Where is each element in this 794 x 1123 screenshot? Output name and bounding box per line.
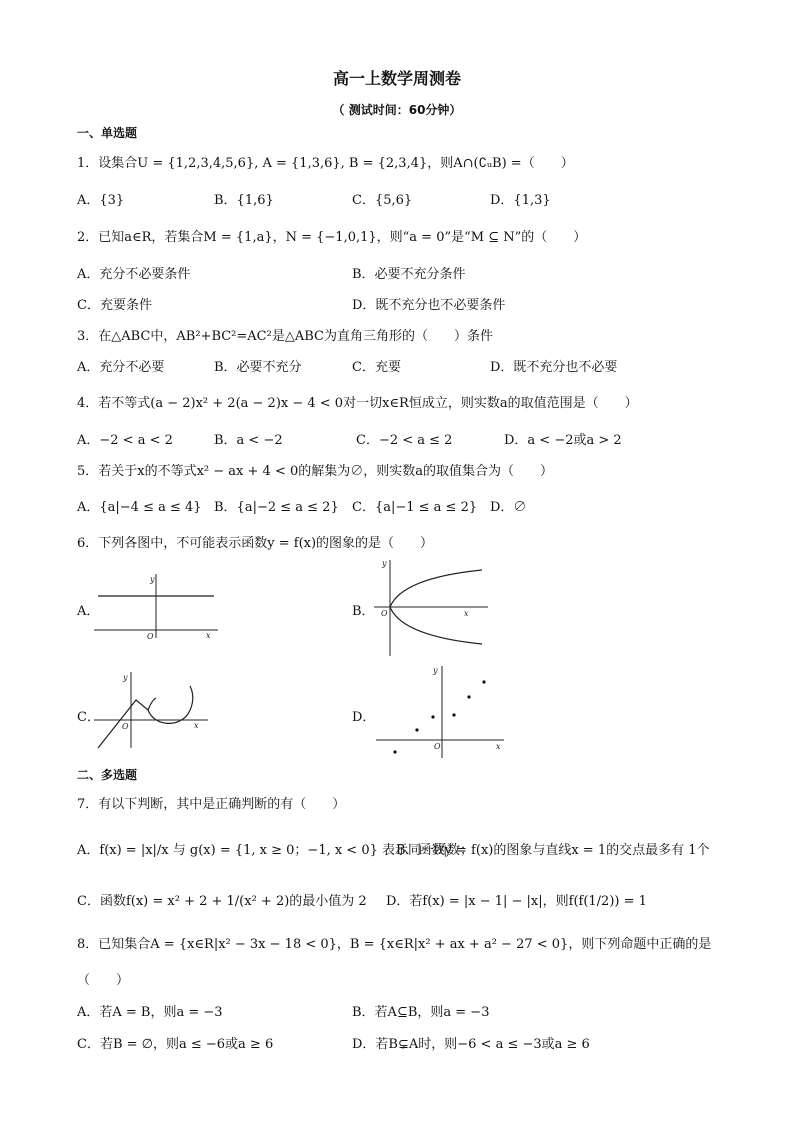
y-axis-label: y <box>382 559 387 568</box>
q6-graph-a <box>94 570 224 642</box>
scatter-point <box>431 715 434 718</box>
q5-option-a: A．{a|−4 ≤ a ≤ 4} <box>77 500 202 515</box>
q6-option-d: D． <box>352 710 376 725</box>
q8-option-a: A．若A = B，则a = −3 <box>77 1005 223 1020</box>
origin-label: O <box>122 722 129 731</box>
x-axis-label: x <box>194 721 199 730</box>
q3-option-a: A．充分不必要 <box>77 360 165 375</box>
parabola-upper <box>390 570 482 607</box>
scatter-point <box>393 750 396 753</box>
q6-stem: 6．下列各图中，不可能表示函数y = f(x)的图象的是（ ） <box>77 536 434 551</box>
scatter-point <box>482 680 485 683</box>
q1-stem: 1．设集合U = {1,2,3,4,5,6}, A = {1,3,6}, B = {2,3,4}，则A∩(∁ᵤB) =（ ） <box>77 156 574 171</box>
scatter-point <box>452 713 455 716</box>
q8-option-b: B．若A⊆B，则a = −3 <box>352 1005 490 1020</box>
q7-option-d: D．若f(x) = |x − 1| − |x|，则f(f(1/2)) = 1 <box>386 894 647 909</box>
y-axis-label: y <box>123 673 128 682</box>
scatter-point <box>415 728 418 731</box>
q1-option-d: D．{1,3} <box>490 193 551 208</box>
q4-option-d: D．a < −2或a > 2 <box>504 433 622 448</box>
q8-option-d: D．若B⊊A时，则−6 < a ≤ −3或a ≥ 6 <box>352 1037 590 1052</box>
q6-graph-b <box>372 558 492 660</box>
q6-option-a: A． <box>77 604 100 619</box>
x-axis-label: x <box>464 609 469 618</box>
q4-option-a: A．−2 < a < 2 <box>77 433 173 448</box>
q2-option-b: B．必要不充分条件 <box>352 267 466 282</box>
x-axis-label: x <box>206 631 211 640</box>
origin-label: O <box>147 632 154 641</box>
q7-option-b: B．函数y = f(x)的图象与直线x = 1的交点最多有 1个 <box>396 843 710 858</box>
q4-option-c: C．−2 < a ≤ 2 <box>356 433 453 448</box>
q7-option-a: A．f(x) = |x|/x 与 g(x) = {1, x ≥ 0；−1, x < 0} 表示同一函数； <box>77 843 474 858</box>
page-title: 高一上数学周测卷 <box>332 69 461 88</box>
q7-stem: 7．有以下判断，其中是正确判断的有（ ） <box>77 797 346 812</box>
q3-option-d: D．既不充分也不必要 <box>490 360 618 375</box>
page-subtitle: （ 测试时间：60分钟） <box>332 103 462 117</box>
scatter-point <box>467 695 470 698</box>
q2-stem: 2．已知a∈R，若集合M = {1,a}，N = {−1,0,1}，则“a = 0”是“M ⊆ N”的（ ） <box>77 230 587 245</box>
x-axis-label: x <box>496 742 501 751</box>
q5-option-c: C．{a|−1 ≤ a ≤ 2} <box>352 500 478 515</box>
q4-option-b: B．a < −2 <box>214 433 283 448</box>
q1-option-b: B．{1,6} <box>214 193 274 208</box>
q3-option-c: C．充要 <box>352 360 401 375</box>
q4-stem: 4．若不等式(a − 2)x² + 2(a − 2)x − 4 < 0对一切x∈R恒成立，则实数a的取值范围是（ ） <box>77 396 638 411</box>
arc-curve <box>148 686 193 723</box>
q2-option-c: C．充要条件 <box>77 298 152 313</box>
q2-option-a: A．充分不必要条件 <box>77 267 191 282</box>
q6-option-b: B． <box>352 604 375 619</box>
origin-label: O <box>434 742 441 751</box>
origin-label: O <box>381 609 388 618</box>
q5-stem: 5．若关于x的不等式x² − ax + 4 < 0的解集为∅，则实数a的取值集合为（ ） <box>77 464 553 479</box>
q5-option-d: D．∅ <box>490 500 527 515</box>
q8-option-c: C．若B = ∅，则a ≤ −6或a ≥ 6 <box>77 1037 274 1052</box>
q6-graph-d <box>374 664 508 760</box>
q3-stem: 3．在△ABC中，AB²+BC²=AC²是△ABC为直角三角形的（ ）条件 <box>77 329 493 344</box>
y-axis-label: y <box>433 666 438 675</box>
section-single-choice: 一、单选题 <box>77 126 138 140</box>
q8-stem: 8．已知集合A = {x∈R|x² − 3x − 18 < 0}，B = {x∈R|x² + ax + a² − 27 < 0}，则下列命题中正确的是 <box>77 937 712 952</box>
y-axis-label: y <box>150 575 155 584</box>
q5-option-b: B．{a|−2 ≤ a ≤ 2} <box>214 500 339 515</box>
q2-option-d: D．既不充分也不必要条件 <box>352 298 506 313</box>
q6-option-c: C． <box>77 710 100 725</box>
q8-answer-paren: （ ） <box>77 973 130 988</box>
q6-graph-c <box>92 670 212 752</box>
section-multi-choice: 二、多选题 <box>77 768 138 782</box>
q1-option-c: C．{5,6} <box>352 193 413 208</box>
q3-option-b: B．必要不充分 <box>214 360 302 375</box>
q7-option-c: C．函数f(x) = x² + 2 + 1/(x² + 2)的最小值为 2 <box>77 894 367 909</box>
q1-option-a: A．{3} <box>77 193 125 208</box>
